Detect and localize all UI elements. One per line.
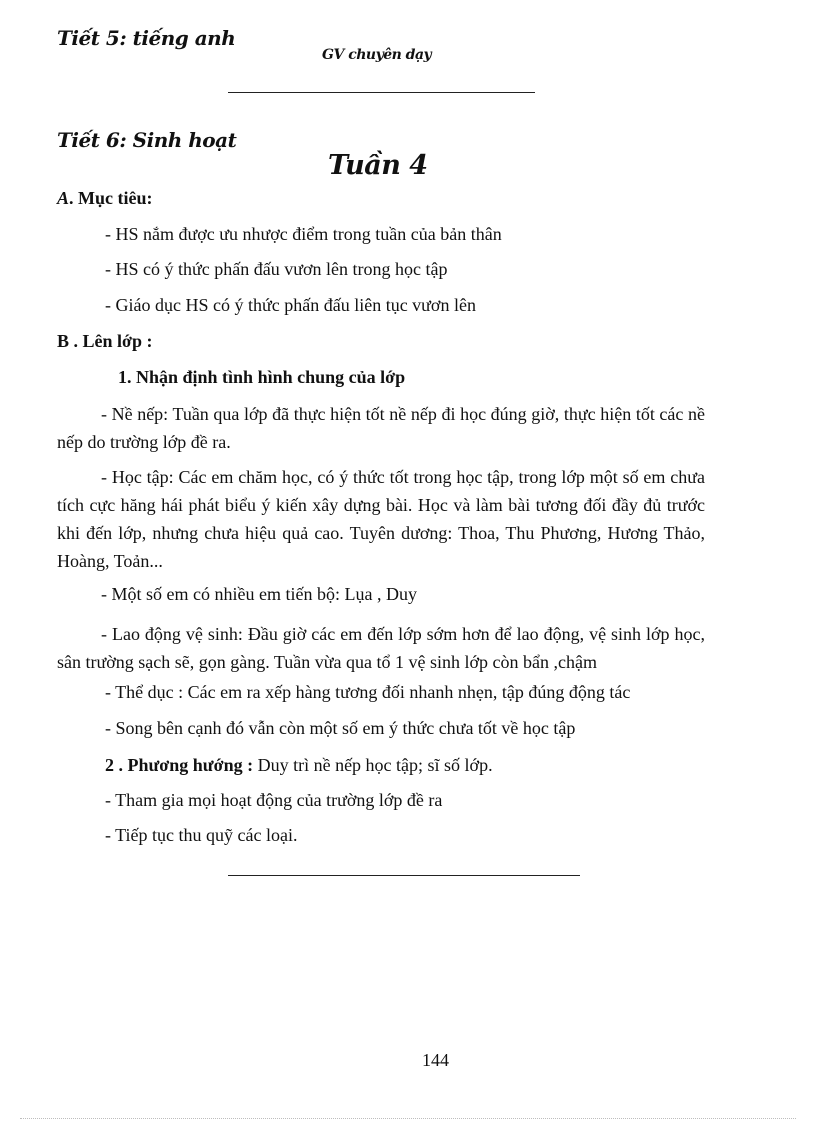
section-b-heading: B . Lên lớp : [57, 331, 153, 351]
objective-2: - HS có ý thức phấn đấu vươn lên trong học tập [105, 259, 448, 279]
objective-3: - Giáo dục HS có ý thức phấn đấu liên tục vươn lên [105, 295, 476, 315]
tiet5-title: Tiết 5: tiếng anh [57, 26, 236, 50]
page-number: 144 [422, 1050, 449, 1070]
plan-item-1: - Tham gia mọi hoạt động của trường lớp đề ra [105, 790, 443, 810]
objective-1: - HS nắm được ưu nhược điểm trong tuần của bản thân [105, 224, 502, 244]
divider-top [228, 92, 535, 93]
section-a-heading: A. Mục tiêu: [57, 188, 153, 208]
subsection-1-heading: 1. Nhận định tình hình chung của lớp [118, 367, 406, 387]
subsection-2 [105, 755, 493, 776]
week-title: Tuần 4 [328, 150, 428, 181]
tiet6-title: Tiết 6: Sinh hoạt [57, 128, 237, 152]
teacher-note: GV chuyên dạy [322, 47, 432, 63]
subsection-2-text: Duy trì nề nếp học tập; sĩ số lớp. [253, 755, 493, 775]
paragraph-ne-nep: - Nề nếp: Tuần qua lớp đã thực hiện tốt nề nếp đi học đúng giờ, thực hiện tốt các nề nếp do trường lớp đề ra. [57, 404, 705, 452]
paragraph-the-duc: - Thể dục : Các em ra xếp hàng tương đối nhanh nhẹn, tập đúng động tác [105, 682, 631, 702]
plan-item-2: - Tiếp tục thu quỹ các loại. [105, 825, 298, 845]
paragraph-hoc-tap: - Học tập: Các em chăm học, có ý thức tốt trong học tập, trong lớp một số em chưa tích cực hăng hái phát biểu ý kiến xây dựng bài. Học và làm bài tương đối đầy đủ trước khi đến lớp, nhưng chưa hiệu quả cao. Tuyên dương: Thoa, Thu Phương, Hương Thảo, Hoàng, Toản... [57, 467, 705, 571]
paragraph-song-ben: - Song bên cạnh đó vẫn còn một số em ý thức chưa tốt về học tập [105, 718, 576, 738]
paragraph-tien-bo: - Một số em có nhiều em tiến bộ: Lụa , Duy [101, 584, 417, 604]
subsection-2-heading: 2 . Phương hướng : [105, 755, 254, 775]
divider-bottom [228, 875, 580, 876]
paragraph-lao-dong: - Lao động vệ sinh: Đầu giờ các em đến lớp sớm hơn để lao động, vệ sinh lớp học, sân trường sạch sẽ, gọn gàng. Tuần vừa qua tổ 1 vệ sinh lớp còn bẩn ,chậm [57, 624, 705, 672]
page-edge-dots [20, 1118, 796, 1119]
